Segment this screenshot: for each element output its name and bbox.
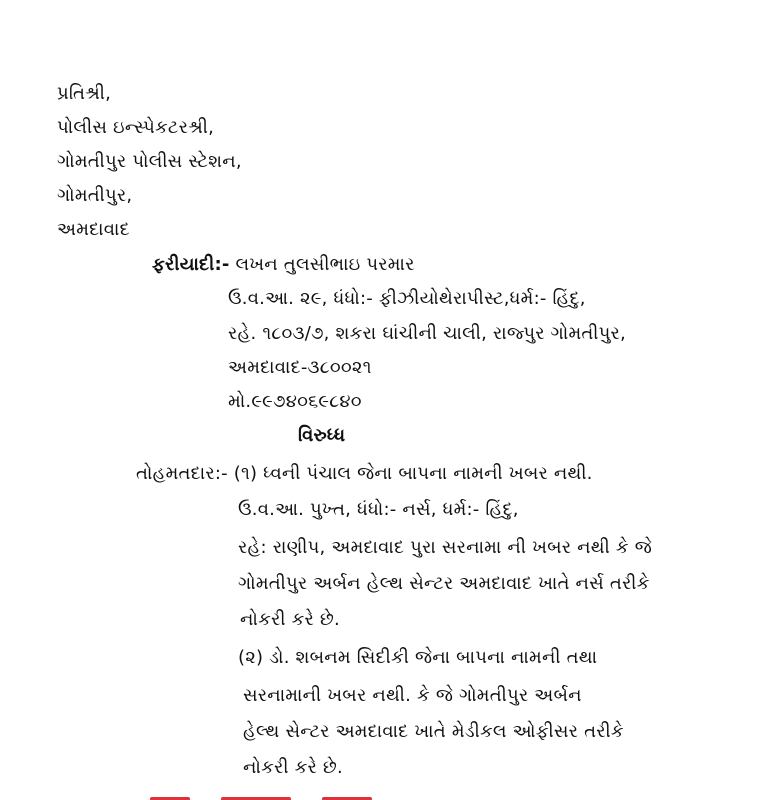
accused-first-address-1: રહે: રાણીપ, અમદાવાદ પુરા સરનામા ની ખબર નથી કે જે (238, 537, 652, 558)
complainant-details: ઉ.વ.આ. ૨૯, ધંધો:- ફીઝીયોથેરાપીસ્ટ,ધર્મ:- હિંદુ, (228, 288, 586, 309)
addressee-line-1: પ્રતિશ્રી, (57, 83, 112, 104)
accused-second-address-1: સરનામાની ખબર નથી. કે જે ગોમતીપુર અર્બન (243, 685, 582, 706)
accused-first-address-2: ગોમતીપુર અર્બન હેલ્થ સેન્ટર અમદાવાદ ખાતે નર્સ તરીકે (238, 573, 650, 594)
accused-line-1 (136, 462, 593, 486)
addressee-line-3: ગોમતીપુર પોલીસ સ્ટેશન, (57, 151, 242, 172)
complainant-line (152, 253, 415, 277)
accused-second-address-3: નોકરી કરે છે. (243, 757, 343, 778)
accused-label: તોહમતદાર:- (136, 463, 228, 484)
complainant-mobile: મો.૯૯૭૪૦૬૯૮૪૦ (228, 391, 362, 412)
addressee-line-5: અમદાવાદ (57, 219, 130, 240)
complainant-address-1: રહે. ૧૮૦૩/૭, શકરા ઘાંચીની ચાલી, રાજ્પુર ગોમતીપુર, (228, 323, 626, 344)
accused-first-details: ઉ.વ.આ. પુખ્ત, ધંધો:- નર્સ, ધર્મ:- હિંદુ, (238, 499, 519, 520)
accused-second: (૨) ડો. શબનમ સિદીકી જેના બાપના નામની તથા (238, 647, 598, 668)
against-heading: વિરુધ્ધ (298, 425, 346, 446)
accused-first: (૧) ધ્વની પંચાલ જેના બાપના નામની ખબર નથી. (233, 463, 593, 484)
accused-first-address-3: નોકરી કરે છે. (240, 609, 340, 630)
complainant-label: ફરીયાદી:- (152, 254, 230, 275)
accused-second-address-2: હેલ્થ સેન્ટર અમદાવાદ ખાતે મેડીકલ ઓફીસર તરીકે (243, 721, 624, 742)
addressee-line-2: પોલીસ ઇન્સ્પેકટરશ્રી, (57, 117, 215, 138)
addressee-line-4: ગોમતીપુર, (57, 185, 133, 206)
complainant-address-2: અમદાવાદ-૩૮૦૦૨૧ (228, 357, 372, 378)
complainant-name: લખન તુલસીભાઇ પરમાર (235, 254, 415, 275)
cutoff-red-text (150, 786, 450, 800)
